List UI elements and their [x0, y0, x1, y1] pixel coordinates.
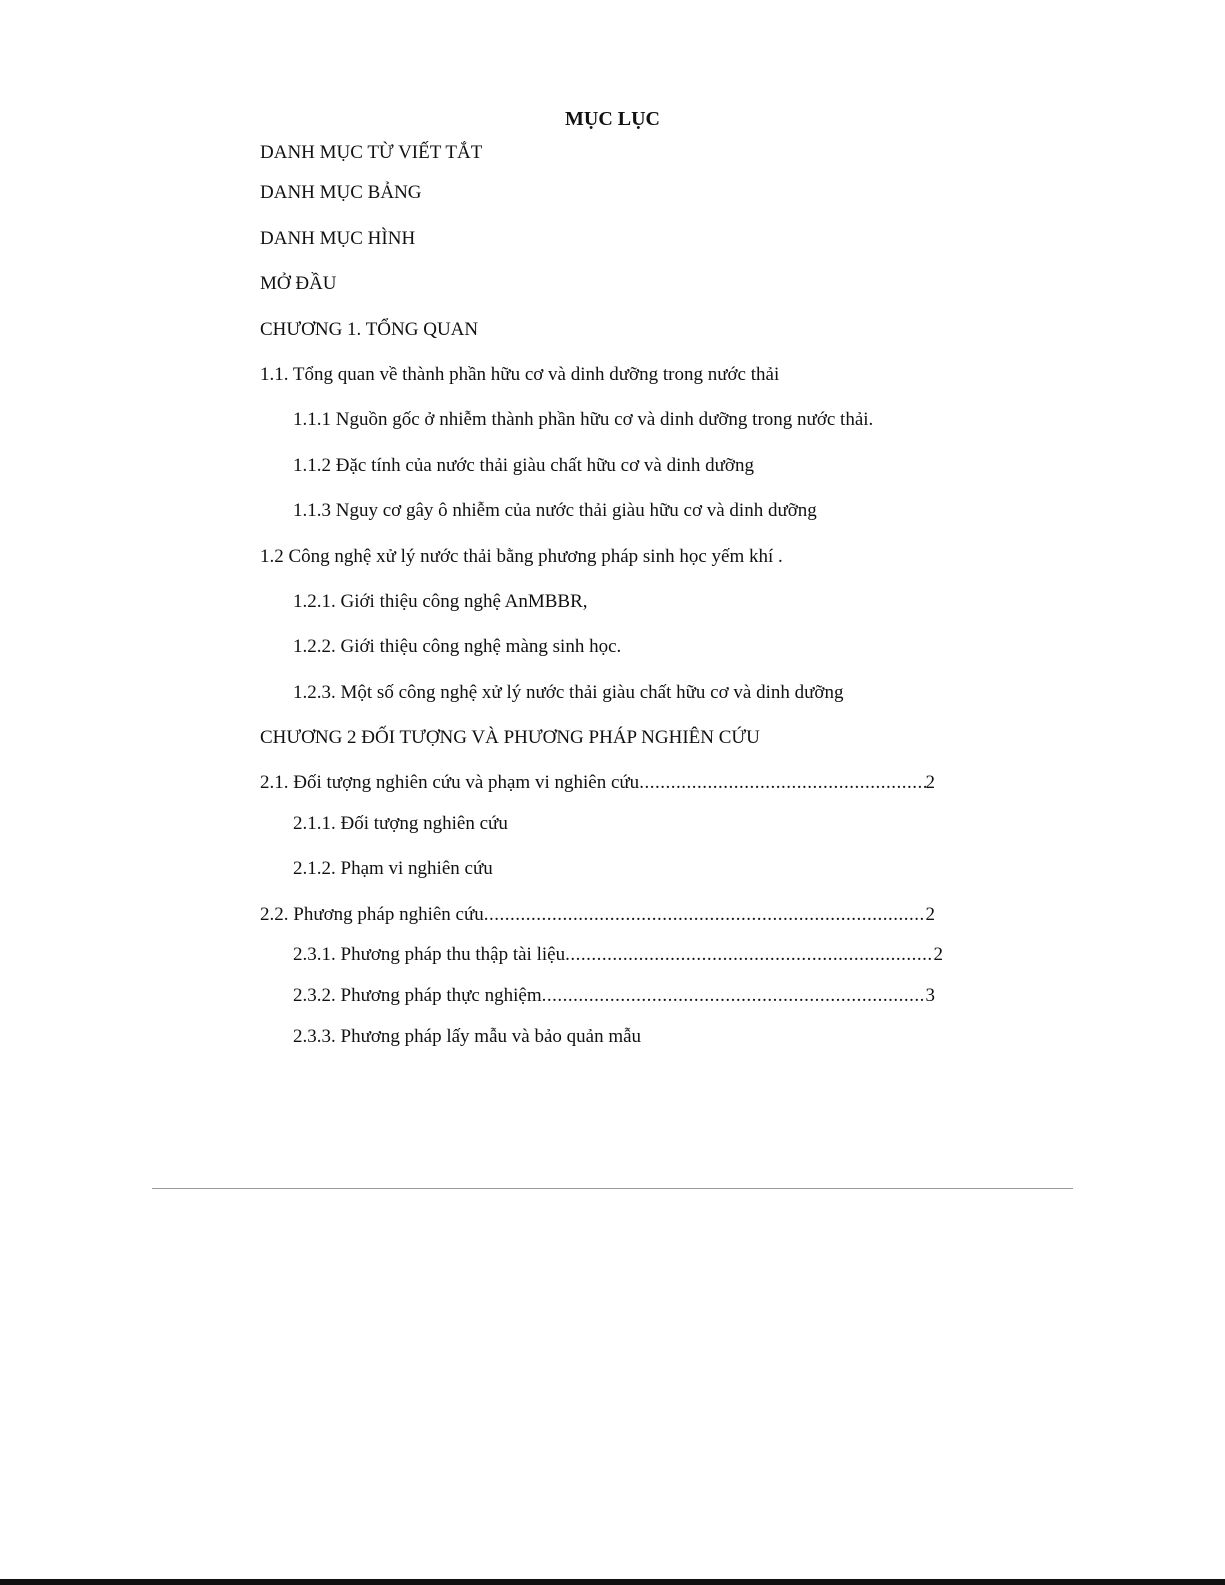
- toc-entry-1-1: [260, 363, 779, 387]
- toc-entry-text: 1.1.2 Đặc tính của nước thải giàu chất hữu cơ và dinh dưỡng: [293, 455, 754, 476]
- dot-leader: [639, 771, 925, 795]
- toc-entry-text: 1.1.3 Nguy cơ gây ô nhiễm của nước thải giàu hữu cơ và dinh dưỡng: [293, 500, 817, 521]
- toc-entry-2-3-1: [293, 943, 943, 967]
- toc-entry-chapter-1: [260, 318, 478, 342]
- toc-entry-1-2-2: [293, 635, 621, 659]
- toc-entry-text: 2.3.2. Phương pháp thực nghiệm: [293, 985, 542, 1006]
- toc-entry-2-1: [260, 771, 935, 795]
- toc-entry-tables: [260, 181, 422, 205]
- toc-entry-text: 1.2.3. Một số công nghệ xử lý nước thải giàu chất hữu cơ và dinh dưỡng: [293, 682, 844, 703]
- dot-leader: [565, 943, 933, 967]
- toc-entry-1-1-2: [293, 454, 754, 478]
- toc-entry-2-1-2: [293, 857, 493, 881]
- toc-page-number: 3: [925, 985, 935, 1006]
- toc-entry-text: 1.2 Công nghệ xử lý nước thải bằng phương pháp sinh học yếm khí .: [260, 546, 783, 567]
- toc-entry-2-3-3: [293, 1025, 641, 1049]
- toc-entry-text: 2.1.2. Phạm vi nghiên cứu: [293, 858, 493, 879]
- toc-entry-text: DANH MỤC HÌNH: [260, 228, 416, 249]
- toc-entry-introduction: [260, 272, 337, 296]
- toc-entry-text: 1.1. Tổng quan về thành phần hữu cơ và dinh dưỡng trong nước thải: [260, 364, 780, 385]
- toc-entry-1-2-3: [293, 681, 843, 705]
- toc-entry-1-2: [260, 545, 783, 569]
- toc-entry-2-1-1: [293, 812, 508, 836]
- page-bottom-edge: [0, 1579, 1225, 1585]
- toc-entry-figures: [260, 227, 415, 251]
- toc-entry-text: 1.2.1. Giới thiệu công nghệ AnMBBR,: [293, 591, 588, 612]
- toc-entry-chapter-2: [260, 726, 760, 750]
- dot-leader: [542, 984, 926, 1008]
- toc-entry-2-2: [260, 903, 935, 927]
- toc-entry-1-2-1: [293, 590, 588, 614]
- toc-entry-text: DANH MỤC TỪ VIẾT TẮT: [260, 142, 483, 163]
- toc-entry-text: MỞ ĐẦU: [260, 273, 337, 294]
- toc-entry-text: CHƯƠNG 2 ĐỐI TƯỢNG VÀ PHƯƠNG PHÁP NGHIÊN CỨU: [260, 727, 760, 748]
- toc-entry-text: 2.1. Đối tượng nghiên cứu và phạm vi nghiên cứu: [260, 772, 640, 793]
- toc-entry-text: 2.2. Phương pháp nghiên cứu: [260, 904, 484, 925]
- page-separator-line: [152, 1188, 1073, 1189]
- toc-entry-text: 2.3.1. Phương pháp thu thập tài liệu: [293, 944, 566, 965]
- toc-entry-text: 1.2.2. Giới thiệu công nghệ màng sinh học.: [293, 636, 622, 657]
- toc-entry-text: DANH MỤC BẢNG: [260, 182, 422, 203]
- page-title: MỤC LỤC: [565, 108, 660, 130]
- toc-entry-abbreviations: [260, 141, 482, 165]
- toc-entry-2-3-2: [293, 984, 935, 1008]
- toc-page-number: 2: [933, 944, 943, 965]
- toc-entry-1-1-3: [293, 499, 817, 523]
- dot-leader: [484, 903, 926, 927]
- toc-entry-text: 2.1.1. Đối tượng nghiên cứu: [293, 813, 508, 834]
- toc-page-number: 2: [925, 772, 935, 793]
- toc-entry-1-1-1: [293, 408, 873, 432]
- toc-page-number: 2: [925, 904, 935, 925]
- toc-entry-text: CHƯƠNG 1. TỔNG QUAN: [260, 319, 479, 340]
- toc-entry-text: 1.1.1 Nguồn gốc ở nhiễm thành phần hữu cơ và dinh dưỡng trong nước thải.: [293, 409, 874, 430]
- toc-entry-text: 2.3.3. Phương pháp lấy mẫu và bảo quản mẫu: [293, 1026, 642, 1047]
